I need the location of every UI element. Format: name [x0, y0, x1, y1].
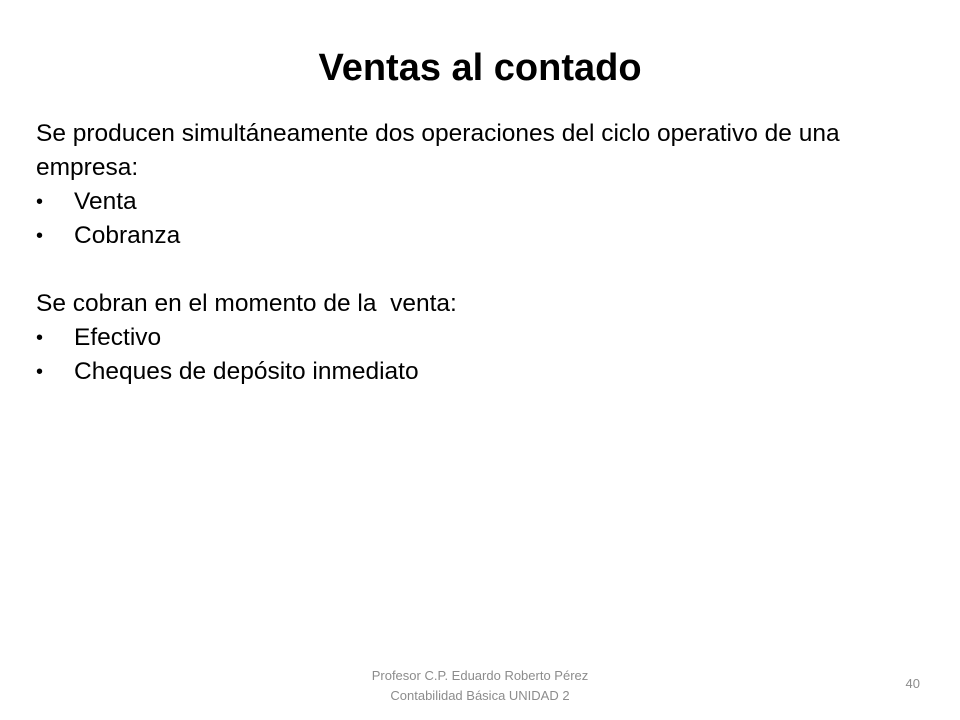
footer-author: Profesor C.P. Eduardo Roberto Pérez	[371, 668, 589, 683]
slide-body	[36, 117, 916, 389]
list-item	[36, 355, 916, 389]
slide-footer	[330, 666, 630, 706]
spacer	[36, 253, 916, 287]
list-item	[36, 219, 916, 253]
list-item-text: Cheques de depósito inmediato	[74, 358, 419, 385]
list-item-text: Cobranza	[74, 222, 181, 249]
intro-paragraph: Se producen simultáneamente dos operaciones del ciclo operativo de una empresa:	[36, 120, 840, 181]
bullet-icon: •	[36, 327, 44, 349]
list-item-text: Venta	[74, 188, 137, 215]
bullet-icon: •	[36, 191, 44, 213]
footer-course: Contabilidad Básica UNIDAD 2	[390, 688, 570, 703]
bullet-icon: •	[36, 225, 44, 247]
payment-intro-paragraph: Se cobran en el momento de la venta:	[36, 290, 457, 317]
list-item-text: Efectivo	[74, 324, 162, 351]
list-item	[36, 321, 916, 355]
page-number: 40	[905, 676, 920, 691]
list-item	[36, 185, 916, 219]
slide-title: Ventas al contado	[318, 47, 642, 89]
operations-list	[36, 185, 916, 253]
payment-methods-list	[36, 321, 916, 389]
bullet-icon: •	[36, 361, 44, 383]
